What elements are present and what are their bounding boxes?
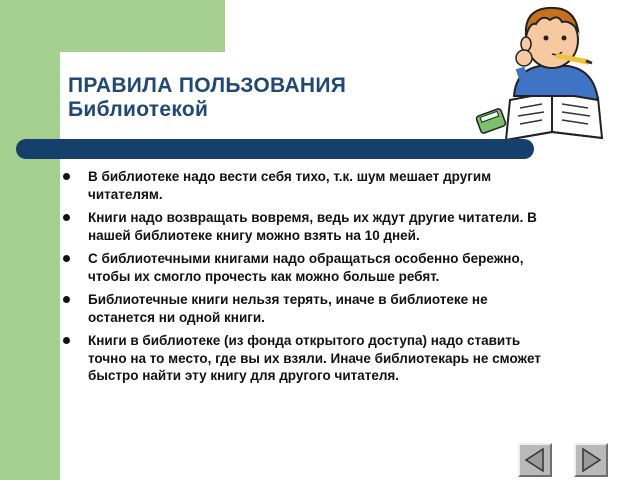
boy-reading-icon [470, 0, 630, 150]
title-line-1: ПРАВИЛА ПОЛЬЗОВАНИЯ [68, 74, 347, 97]
rule-text: Книги надо возвращать вовремя, ведь их ждут другие читатели. В нашей библиотеке книгу можно взять на 10 дней. [88, 210, 537, 243]
next-slide-button[interactable] [574, 443, 608, 477]
rule-text: В библиотеке надо вести себя тихо, т.к. шум мешает другим читателям. [88, 169, 492, 202]
bullet-icon [63, 173, 70, 180]
bullet-icon [63, 296, 70, 303]
bullet-icon [63, 337, 70, 344]
rule-text: С библиотечными книгами надо обращаться особенно бережно, чтобы их смогло прочесть как можно больше ребят. [88, 251, 524, 284]
list-item [56, 209, 556, 244]
title-divider [16, 139, 534, 159]
rule-text: Библиотечные книги нельзя терять, иначе в библиотеке не останется ни одной книги. [88, 292, 488, 325]
rule-text: Книги в библиотеке (из фонда открытого доступа) надо ставить точно на то место, где вы их взяли. Иначе библиотекарь не сможет быстро найти эту книгу для другого читателя. [88, 333, 541, 383]
bullet-icon [63, 255, 70, 262]
green-side-band [0, 0, 60, 480]
list-item [56, 168, 556, 203]
previous-slide-button[interactable] [518, 443, 552, 477]
arrow-left-icon [520, 445, 550, 475]
bullet-icon [63, 214, 70, 221]
rules-list [56, 168, 556, 391]
list-item [56, 332, 556, 385]
title-line-2: Библиотекой [68, 98, 209, 121]
page-title [68, 74, 346, 122]
list-item [56, 250, 556, 285]
arrow-right-icon [576, 445, 606, 475]
list-item [56, 291, 556, 326]
green-top-band [0, 0, 225, 52]
